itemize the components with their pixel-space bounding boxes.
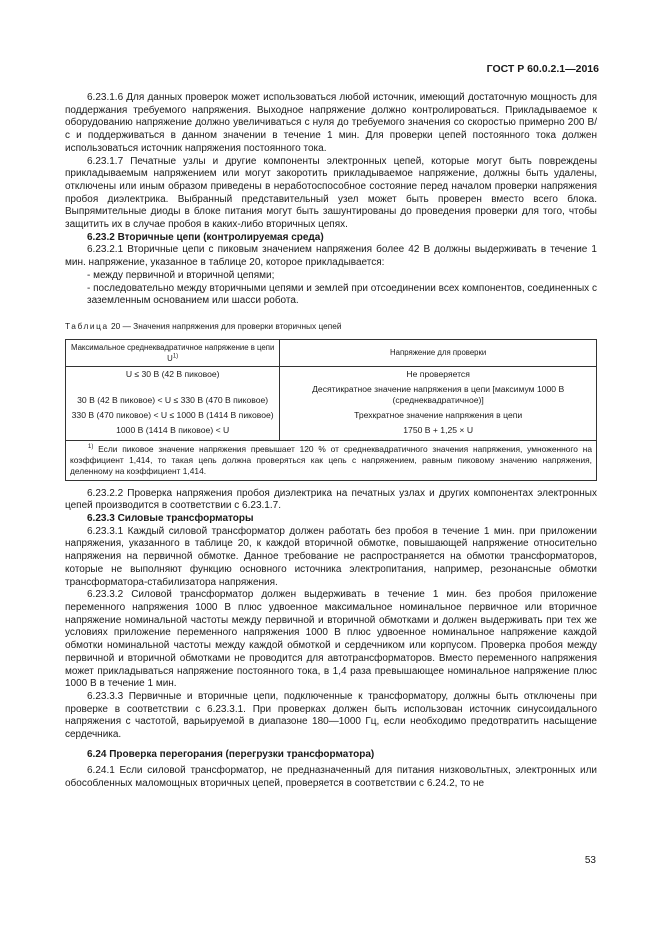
table-caption	[65, 320, 597, 333]
paragraph-6-23-3-3: 6.23.3.3 Первичные и вторичные цепи, подключенные к трансформатору, должны быть отключены при проверке в соответствии с 6.23.3.1. При проверках должен быть использован источник синусоидального напряжения с частотой, варьируемой в диапазоне 180—1000 Гц, если необходимо предотвратить насыщение сердечника.	[65, 690, 597, 741]
page-number: 53	[584, 855, 596, 866]
paragraph-6-23-2-1: 6.23.2.1 Вторичные цепи с пиковым значением напряжения более 42 В должны выдерживать в течение 1 мин. напряжение, указанное в таблице 20, которое прикладывается:	[65, 244, 597, 269]
footnote-marker: 1)	[88, 443, 94, 450]
table-footnote: $^{1)}$ Если пиковое значение напряжения превышает 120 % от среднеквадратичного значения напряжения, умноженного на коэффициент 1,414, то такая цепь должна проверяться как цепь с напряжением, равным пиковому значению напряжения, деленному на коэффициент 1,414.	[66, 440, 597, 480]
paragraph-6-23-3-2: 6.23.3.2 Силовой трансформатор должен выдерживать в течение 1 мин. без пробоя приложение переменного напряжения 1000 В плюс удвоенное максимальное номинальное первичное или вторичное напряжение номинальной частоты между первичной и вторичной обмотками и должен выдерживать при тех же условиях приложение переменного напряжения 1000 В плюс удвоенное номинальное напряжение каждой обмотки номинальной частоты между каждой обмоткой и сердечником или корпусом. Проверка пробоя между первичной и вторичной обмотками не проводится для автотрансформаторов. Вместо переменного напряжения может прикладываться напряжение постоянного тока, в 1,4 раза превышающее номинальное напряжение плюс 1000 В в течение 1 мин.	[65, 589, 597, 690]
table-cell: 1000 В (1414 В пиковое) < U	[66, 423, 280, 441]
table-cell: 1750 В + 1,25 × U	[280, 423, 597, 441]
page-content	[65, 92, 597, 791]
standard-code-header: ГОСТ Р 60.0.2.1—2016	[486, 63, 599, 75]
table-cell: 30 В (42 В пиковое) < U ≤ 330 В (470 В пиковое)	[66, 382, 280, 408]
table-caption-text: 20 — Значения напряжения для проверки вторичных цепей	[111, 320, 342, 331]
table-caption-label: Таблица	[65, 320, 109, 331]
table-cell: Трехкратное значение напряжения в цепи	[280, 408, 597, 423]
list-item: - между первичной и вторичной цепями;	[87, 269, 275, 281]
heading-6-24: 6.24 Проверка перегорания (перегрузки трансформатора)	[87, 748, 375, 760]
table-header-circuit-voltage: Максимальное среднеквадратичное напряжение в цепи $U^{1)}$	[66, 339, 280, 366]
heading-6-23-3: 6.23.3 Силовые трансформаторы	[87, 513, 254, 525]
heading-6-23-2: 6.23.2 Вторичные цепи (контролируемая среда)	[87, 231, 324, 243]
voltage-table	[65, 339, 597, 481]
table-header-test-voltage: Напряжение для проверки	[280, 339, 597, 366]
footnote-marker: 1)	[172, 353, 179, 360]
paragraph-6-23-1-7: 6.23.1.7 Печатные узлы и другие компоненты электронных цепей, которые могут быть повреждены прикладываемым напряжением или могут закоротить прикладываемое напряжение, должны быть удалены, отключены или иным образом приведены в неработоспособное состояние перед началом проверки напряжения пробоя диэлектрика. Выбранный представительный узел может быть проверен вместо всего блока. Выпрямительные диоды в блоке питания могут быть зашунтированы до проведения проверки для того, чтобы защитить их в случае пробоя в каких-либо вторичных цепях.	[65, 155, 597, 231]
list-item: - последовательно между вторичными цепями и землей при отсоединении всех компонентов, соединенных с заземленным основанием или шасси робота.	[87, 282, 597, 307]
paragraph-6-24-1: 6.24.1 Если силовой трансформатор, не предназначенный для питания низковольтных, электронных или обособленных маломощных вторичных цепей, проверяется в соответствии с 6.24.2, то не	[65, 765, 597, 790]
paragraph-6-23-2-2: 6.23.2.2 Проверка напряжения пробоя диэлектрика на печатных узлах и других компонентах электронных цепей производится в соответствии с 6.23.1.7.	[65, 487, 597, 512]
table-cell: U ≤ 30 В (42 В пиковое)	[66, 366, 280, 382]
paragraph-6-23-3-1: 6.23.3.1 Каждый силовой трансформатор должен работать без пробоя в течение 1 мин. при приложении напряжения, указанного в таблице 20, к каждой вторичной обмотке, повышающей напряжение относительно напряжения на первичной обмотке. Данное требование не распространяется на обмотки трансформаторов, которые не выполняют функцию основного источника электропитания, например, резонансные обмотки трансформатора-стабилизатора напряжения.	[65, 525, 597, 588]
table-cell: Не проверяется	[280, 366, 597, 382]
table-cell: 330 В (470 пиковое) < U ≤ 1000 В (1414 В пиковое)	[66, 408, 280, 423]
table-cell: Десятикратное значение напряжения в цепи [максимум 1000 В (среднеквадратичное)]	[280, 382, 597, 408]
paragraph-6-23-1-6: 6.23.1.6 Для данных проверок может использоваться любой источник, имеющий достаточную мощность для поддержания требуемого напряжения. Выходное напряжение должно контролироваться. Прикладываемое к оборудованию напряжение должно увеличиваться с нуля до требуемого значения со скоростью примерно 200 В/с и поддерживаться в данном значении в течение 1 мин. Для проверки цепей постоянного тока должен использоваться источник напряжения постоянного тока.	[65, 92, 597, 154]
